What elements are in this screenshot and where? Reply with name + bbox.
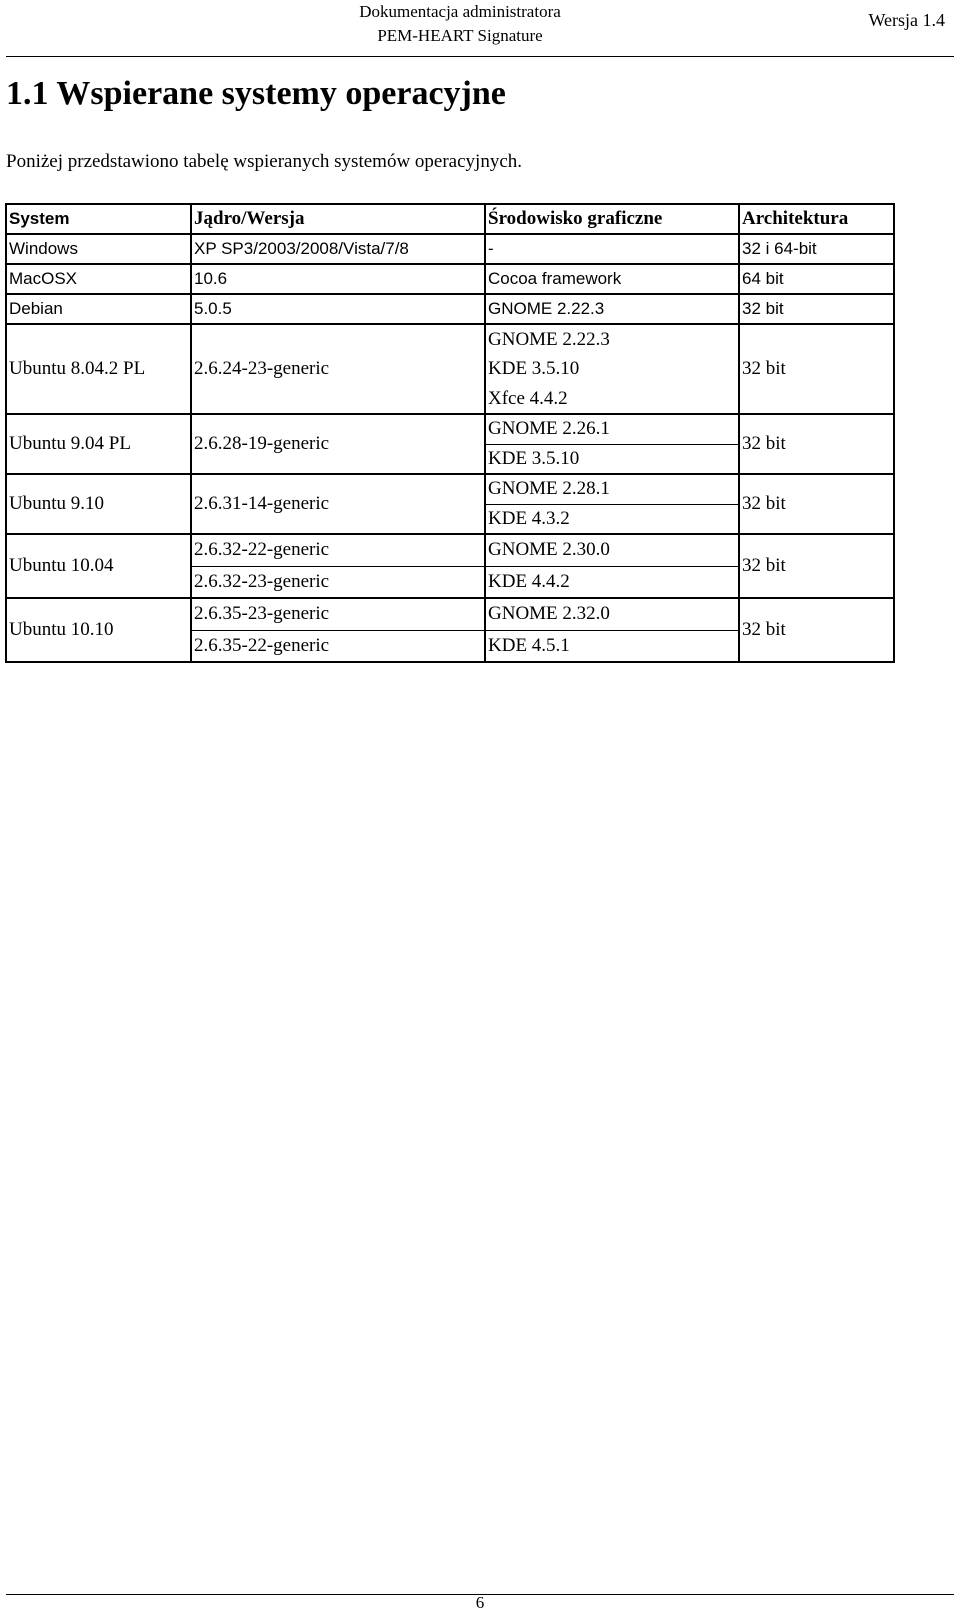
section-heading: 1.1 Wspierane systemy operacyjne (6, 75, 506, 112)
cell-kernel: 2.6.35-23-generic (191, 598, 485, 630)
cell-desktop: - (485, 234, 739, 264)
cell-desktop: KDE 4.4.2 (485, 566, 739, 598)
supported-os-table (5, 203, 895, 663)
cell-desktop: KDE 3.5.10 (485, 354, 739, 384)
cell-desktop: GNOME 2.32.0 (485, 598, 739, 630)
table-row (6, 264, 894, 294)
section-intro: Poniżej przedstawiono tabelę wspieranych systemów operacyjnych. (6, 151, 523, 172)
cell-desktop: KDE 4.3.2 (485, 504, 739, 534)
cell-system: Debian (6, 294, 191, 324)
cell-arch: 32 bit (739, 534, 894, 598)
cell-desktop: KDE 3.5.10 (485, 444, 739, 474)
col-header-arch: Architektura (739, 204, 894, 234)
table-header-row (6, 204, 894, 234)
header-rule (6, 56, 954, 57)
table-row (6, 474, 894, 504)
cell-kernel: 2.6.24-23-generic (191, 324, 485, 414)
header-product: PEM-HEART Signature (377, 26, 543, 45)
table-row (6, 598, 894, 630)
header-version: Wersja 1.4 (868, 10, 945, 30)
cell-system: Ubuntu 9.10 (6, 474, 191, 534)
cell-arch: 64 bit (739, 264, 894, 294)
cell-kernel: 2.6.32-22-generic (191, 534, 485, 566)
cell-system: Ubuntu 8.04.2 PL (6, 324, 191, 414)
cell-arch: 32 bit (739, 414, 894, 474)
cell-arch: 32 bit (739, 598, 894, 662)
cell-desktop: GNOME 2.28.1 (485, 474, 739, 504)
table-row (6, 414, 894, 444)
table-row (6, 324, 894, 354)
table-row (6, 294, 894, 324)
table-row (6, 534, 894, 566)
cell-kernel: 5.0.5 (191, 294, 485, 324)
running-header (300, 0, 620, 48)
page-number: 6 (475, 1593, 485, 1612)
cell-desktop: GNOME 2.30.0 (485, 534, 739, 566)
cell-desktop: Xfce 4.4.2 (485, 384, 739, 414)
cell-kernel: 10.6 (191, 264, 485, 294)
cell-desktop: GNOME 2.26.1 (485, 414, 739, 444)
cell-desktop: Cocoa framework (485, 264, 739, 294)
cell-desktop: GNOME 2.22.3 (485, 294, 739, 324)
cell-arch: 32 bit (739, 474, 894, 534)
col-header-desktop: Środowisko graficzne (485, 204, 739, 234)
cell-kernel: 2.6.35-22-generic (191, 630, 485, 662)
cell-arch: 32 bit (739, 324, 894, 414)
cell-arch: 32 i 64-bit (739, 234, 894, 264)
cell-kernel: 2.6.32-23-generic (191, 566, 485, 598)
cell-kernel: 2.6.28-19-generic (191, 414, 485, 474)
cell-system: Ubuntu 9.04 PL (6, 414, 191, 474)
header-doc-title: Dokumentacja administratora (359, 2, 561, 21)
cell-arch: 32 bit (739, 294, 894, 324)
cell-kernel: XP SP3/2003/2008/Vista/7/8 (191, 234, 485, 264)
col-header-kernel: Jądro/Wersja (191, 204, 485, 234)
cell-desktop: GNOME 2.22.3 (485, 324, 739, 354)
col-header-system: System (6, 204, 191, 234)
cell-system: Ubuntu 10.10 (6, 598, 191, 662)
cell-system: MacOSX (6, 264, 191, 294)
cell-desktop: KDE 4.5.1 (485, 630, 739, 662)
cell-kernel: 2.6.31-14-generic (191, 474, 485, 534)
cell-system: Windows (6, 234, 191, 264)
cell-system: Ubuntu 10.04 (6, 534, 191, 598)
table-row (6, 234, 894, 264)
